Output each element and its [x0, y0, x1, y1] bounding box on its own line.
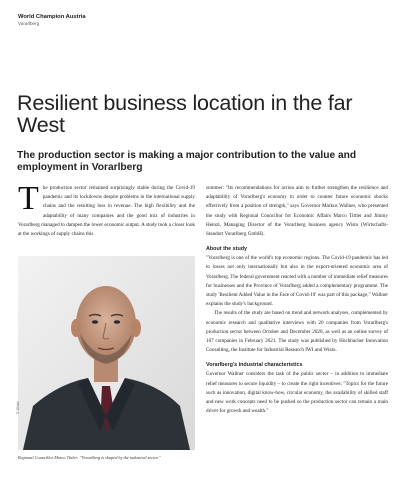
article-subtitle: The production sector is making a major contribution to the value and employment in Vorarlberg	[17, 150, 357, 174]
left-column	[18, 180, 195, 239]
article-title: Resilient business location in the far West	[17, 91, 353, 137]
photo-caption: Regional Councillor Marco Tittler: "Vorarlberg is shaped by the industrial sector."	[18, 455, 161, 460]
right-column	[206, 184, 388, 416]
section-heading-industrial-characteristics: Vorarlberg's industrial characteristics	[206, 362, 303, 369]
drop-cap: T	[18, 180, 39, 217]
photo-credit: © Wisto	[16, 401, 20, 414]
running-header	[18, 14, 86, 26]
publication-name: World Champion Austria	[18, 14, 86, 20]
section-heading-about-study: About the study	[206, 246, 248, 253]
section-name: Vorarlberg	[18, 20, 40, 26]
about-study-paragraph-2: The results of the study are based on trend and network analyses, complemented by economic research and qualitative interviews with 20 companies from Vorarlberg's production sector between October and December 2020, as well as an online survey of 107 companies in February 2021. The study was published by Höchbacher Innovation Consulting, the Institute for Industrial Research IWI and Wisto.	[206, 310, 388, 354]
right-intro-text: summer: "Its recommendations for action aim to further strengthen the resilience and adaptability of Vorarlberg's economy in order to counter future economic shocks effectively from a position of strength," says Governor Markus Wallner, who presented the study with Regional Councillor for Economic Affairs Marco Tittler and Jimmy Heinzl, Managing Director of the Vorarlberg business agency Wisto (Wirtschafts-Standort Vorarlberg GmbH).	[206, 185, 388, 238]
industrial-characteristics-paragraph: Governor Wallner considers the task of the public sector – in addition to immediate relief measures to secure liquidity – to create the right incentives: "Topics for the future such as innovation, digital know-how, circular economy, the availability of skilled staff and new work concepts need to be pushed so the production sector can remain a main driver for growth and wealth."	[206, 371, 388, 415]
about-study-paragraph-1: "Vorarlberg is one of the world's top economic regions. The Covid-19 pandemic has led to losses not only internationally but also in the export-oriented economic area of Vorarlberg. The federal government reacted with a number of immediate relief measures for businesses and the Province of Vorarlberg added a complementary programme. The study 'Resilient Added Value in the Face of Covid-19' was part of this package," Wallner explains the study's background.	[206, 255, 388, 308]
left-column-text: he production sector remained surprisingly stable during the Covid-19 pandemic and its lockdowns despite problems in the international supply chains and the resulting loss in revenue. The high flexibility and the adaptability of many companies and the good mix of industries in Vorarlberg managed to dampen the lower economic output. A study took a closer look at the workings of supply chains this	[18, 185, 195, 238]
portrait-photo	[18, 256, 195, 450]
portrait-illustration	[18, 256, 195, 450]
